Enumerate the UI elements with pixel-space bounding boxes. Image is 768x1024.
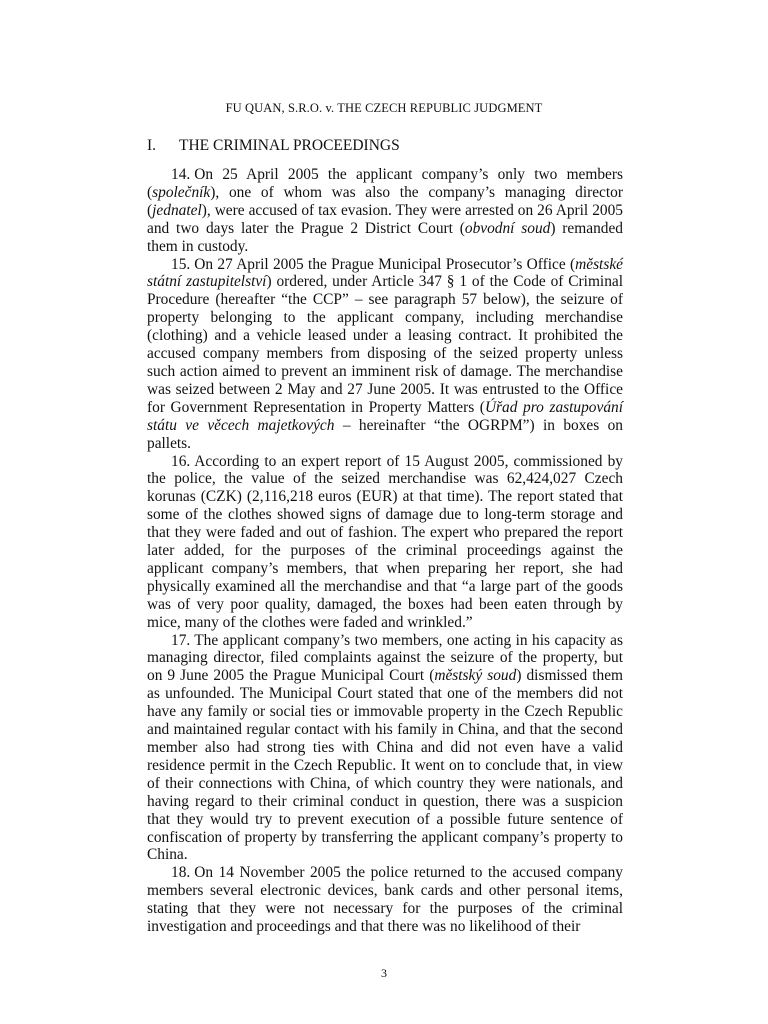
page-number: 3: [381, 966, 387, 980]
paragraph-text: [147, 256, 623, 452]
text-run: On 25 April 2005 the applicant company’s only two members (: [147, 166, 623, 201]
section-title: THE CRIMINAL PROCEEDINGS: [179, 137, 400, 154]
paragraph-18: [147, 864, 623, 936]
text-run: – hereinafter “the OGRPM”) in boxes on pallets.: [147, 416, 623, 452]
italic-term: jednatel: [152, 201, 202, 219]
paragraph-number: 17.: [171, 631, 191, 649]
text-run: The applicant company’s two members, one acting in his capacity as managing director, filed complaints against the seizure of the property, but on 9 June 2005 the Prague Municipal Court (: [147, 631, 623, 685]
italic-term: společník: [152, 183, 211, 201]
italic-term: obvodní soud: [464, 219, 551, 237]
text-run: According to an expert report of 15 August 2005, commissioned by the police, the value of the seized merchandise was 62,424,027 Czech korunas (CZK) (2,116,218 euros (EUR) at that time). The report stated that some of the clothes showed signs of damage due to long-term storage and that they were faded and out of fashion. The expert who prepared the report later added, for the purposes of the criminal proceedings against the applicant company’s members, that when preparing her report, she had physically examined all the merchandise and that “a large part of the goods was of very poor quality, damaged, the boxes had been eaten through by mice, many of the clothes were faded and wrinkled.”: [147, 452, 623, 631]
italic-term: Úřad pro zastupování státu ve věcech majetkových: [147, 398, 623, 434]
italic-term: městské státní zastupitelství: [147, 255, 623, 291]
text-run: On 27 April 2005 the Prague Municipal Prosecutor’s Office (: [194, 255, 576, 273]
paragraph-text: [147, 632, 623, 864]
paragraph-text: [147, 166, 623, 255]
text-run: ), were accused of tax evasion. They were arrested on 26 April 2005 and two days later the Prague 2 District Court (: [147, 201, 623, 237]
text-run: ), one of whom was also the company’s managing director (: [147, 183, 623, 219]
document-body: [147, 166, 623, 936]
paragraph-number: 15.: [171, 255, 191, 273]
section-heading: [147, 137, 400, 155]
paragraph-text: [147, 864, 623, 935]
text-run: On 14 November 2005 the police returned to the accused company members several electronic devices, bank cards and other personal items, stating that they were not necessary for the purposes of the criminal investigation and proceedings and that there was no likelihood of their: [147, 864, 623, 936]
text-run: ) remanded them in custody.: [147, 219, 623, 255]
paragraph-17: [147, 632, 623, 865]
italic-term: městský soud: [434, 667, 517, 685]
paragraph-16: [147, 453, 623, 632]
paragraph-number: 18.: [171, 864, 191, 882]
paragraph-number: 14.: [171, 166, 191, 183]
text-run: ) ordered, under Article 347 § 1 of the Code of Criminal Procedure (hereafter “the CCP” – see paragraph 57 below), the seizure of property belonging to the applicant company, including merchandise (clothing) and a vehicle leased under a leasing contract. It prohibited the accused company members from disposing of the seized property unless such action aimed to prevent an imminent risk of damage. The merchandise was seized between 2 May and 27 June 2005. It was entrusted to the Office for Government Representation in Property Matters (: [147, 273, 623, 416]
running-header: FU QUAN, S.R.O. v. THE CZECH REPUBLIC JUDGMENT: [225, 101, 543, 115]
paragraph-14: [147, 166, 623, 256]
paragraph-15: [147, 256, 623, 453]
section-number: I.: [147, 137, 157, 154]
paragraph-number: 16.: [171, 452, 191, 470]
text-run: ) dismissed them as unfounded. The Municipal Court stated that one of the members did not have any family or social ties or immovable property in the Czech Republic and maintained regular contact with his family in China, and that the second member also had strong ties with China and did not even have a valid residence permit in the Czech Republic. It went on to conclude that, in view of their connections with China, of which country they were nationals, and having regard to their criminal conduct in question, there was a suspicion that they would try to prevent execution of a possible future sentence of confiscation of property by transferring the applicant company’s property to China.: [147, 667, 624, 864]
paragraph-text: [147, 453, 623, 631]
